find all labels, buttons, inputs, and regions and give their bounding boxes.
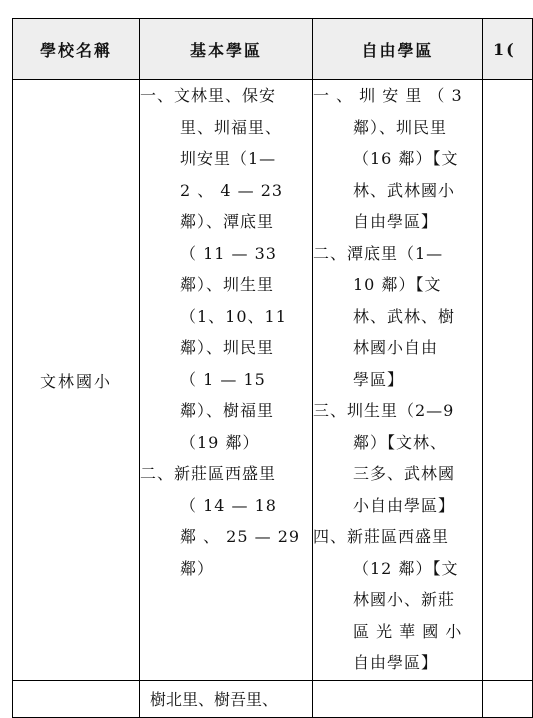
free-line: 三多、武林國: [353, 464, 456, 483]
free-line: 鄰）、圳民里: [353, 117, 448, 137]
basic-line: 鄰 、 25 — 29: [180, 527, 301, 546]
next-row-basic-cell: 樹北里、樹吾里、: [140, 681, 313, 718]
free-district-item-2: [313, 238, 482, 396]
free-district-item-3: [313, 395, 482, 521]
next-column-cell: [483, 80, 533, 681]
free-line: 三、圳生里（2—9: [313, 401, 455, 420]
table-row: [13, 681, 533, 718]
basic-district-cell: [140, 80, 313, 681]
basic-line: （ 14 — 18: [180, 495, 277, 515]
free-line: 二、潭底里（1—: [313, 243, 444, 263]
header-free-district: 自由學區: [313, 19, 483, 80]
school-name-cell: 文林國小: [13, 80, 140, 681]
free-line: 一 、 圳 安 里 （ 3: [313, 86, 463, 105]
free-line: 10 鄰）【文: [353, 275, 442, 294]
free-line: 林國小、新莊: [353, 590, 456, 609]
header-school-name: 學校名稱: [13, 19, 140, 80]
free-line: 區 光 華 國 小: [353, 621, 463, 641]
next-row-extra-cell: [483, 681, 533, 718]
free-line: 四、新莊區西盛里: [313, 527, 450, 546]
basic-line: （1、10、11: [180, 306, 287, 326]
free-line: 學區】: [353, 369, 405, 389]
basic-line: （ 1 — 15: [180, 369, 266, 389]
free-district-item-1: [313, 80, 482, 238]
school-district-table: [12, 18, 533, 718]
basic-district-item-2: [140, 458, 312, 584]
free-line: 林國小自由: [353, 338, 439, 357]
header-next-column: 1(: [483, 19, 533, 80]
basic-line: 里、圳福里、: [180, 117, 283, 137]
basic-line: 鄰）、樹福里: [180, 401, 275, 420]
free-line: 林、武林國小: [353, 180, 456, 200]
table-header-row: [13, 19, 533, 80]
free-line: 自由學區】: [353, 653, 439, 672]
basic-line: 鄰）、圳生里: [180, 275, 275, 294]
header-basic-district: 基本學區: [140, 19, 313, 80]
free-line: （12 鄰）【文: [353, 558, 459, 578]
free-line: 小自由學區】: [353, 495, 456, 515]
table-row: [13, 80, 533, 681]
free-line: 自由學區】: [353, 212, 439, 231]
basic-line: 一、文林里、保安: [140, 86, 277, 105]
basic-line: 鄰）: [180, 558, 215, 578]
basic-line: （19 鄰）: [180, 432, 260, 452]
basic-line: 圳安里（1—: [180, 149, 277, 168]
next-row-school-cell: [13, 681, 140, 718]
basic-district-item-1: [140, 80, 312, 458]
basic-line: 二、新莊區西盛里: [140, 464, 277, 483]
next-row-free-cell: [313, 681, 483, 718]
free-line: 林、武林、樹: [353, 306, 456, 326]
basic-line: 鄰）、潭底里: [180, 212, 275, 231]
basic-line: （ 11 — 33: [180, 243, 277, 263]
free-district-item-4: [313, 521, 482, 679]
free-line: （16 鄰）【文: [353, 149, 459, 168]
free-district-cell: [313, 80, 483, 681]
free-line: 鄰）【文林、: [353, 432, 448, 452]
basic-line: 鄰）、圳民里: [180, 338, 275, 357]
basic-line: 2 、 4 — 23: [180, 180, 284, 200]
